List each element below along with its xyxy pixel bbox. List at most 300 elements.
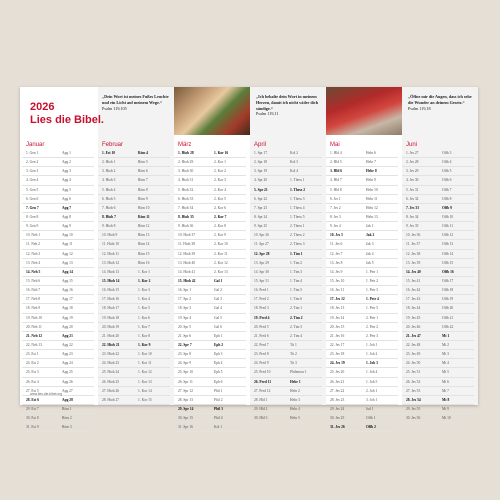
reading-ot: 21. Spr 6 <box>178 333 192 338</box>
reading-row <box>98 286 170 295</box>
reading-ot: 12. Hiob 39 <box>178 251 196 256</box>
reading-nt: Hebr 1 <box>290 379 301 384</box>
reading-ot: 19. Pred 4 <box>254 315 270 320</box>
reading-nt: 1. Petr 3 <box>366 288 379 293</box>
reading-row <box>22 323 94 332</box>
reading-nt: Apg 6 <box>62 196 71 201</box>
reading-nt: Hebr 13 <box>366 214 378 219</box>
month-name: Februar <box>102 142 124 148</box>
reading-nt: Röm 10 <box>138 205 150 210</box>
reading-ot: 4. Hld 7 <box>330 178 342 183</box>
reading-ot: 5. Hiob 32 <box>178 187 194 192</box>
reading-nt: Eph 5 <box>214 370 223 375</box>
reading-row <box>174 195 246 204</box>
reading-ot: 30. Est 8 <box>26 416 39 421</box>
reading-ot: 21. Jes 16 <box>330 333 345 338</box>
reading-nt: Tit 2 <box>290 352 297 357</box>
reading-ot: 19. Hiob 18 <box>102 315 120 320</box>
reading-row <box>402 323 474 332</box>
reading-nt: Kol 1 <box>214 425 223 430</box>
reading-row <box>326 268 398 277</box>
reading-row <box>402 414 474 423</box>
reading-nt: Hebr 10 <box>366 187 378 192</box>
reading-row <box>174 423 246 432</box>
reading-nt: Eph 2 <box>214 342 224 347</box>
reading-row <box>98 186 170 195</box>
reading-row <box>326 378 398 387</box>
reading-ot: 7. Hiob 34 <box>178 205 194 210</box>
reading-nt: Röm 9 <box>138 196 148 201</box>
reading-row <box>174 368 246 377</box>
reading-nt: Apg 2 <box>62 160 71 165</box>
reading-ot: 19. Jes 45 <box>406 315 421 320</box>
reading-nt: 2. Kor 1 <box>214 160 226 165</box>
reading-row <box>250 350 322 359</box>
reading-nt: Eph 1 <box>214 333 223 338</box>
reading-ot: 8. Spr 24 <box>254 214 268 219</box>
reading-row <box>174 295 246 304</box>
reading-row <box>22 414 94 423</box>
reading-row <box>326 323 398 332</box>
reading-row <box>250 176 322 185</box>
reading-row <box>250 240 322 249</box>
reading-nt: 1. Thess 5 <box>290 214 305 219</box>
reading-nt: 2. Kor 8 <box>214 224 226 229</box>
reading-row <box>174 341 246 350</box>
reading-ot: 24. Hiob 23 <box>102 361 120 366</box>
reading-row <box>98 277 170 286</box>
reading-nt: Tit 1 <box>290 342 297 347</box>
reading-ot: 15. Jes 10 <box>330 278 345 283</box>
reading-row <box>402 167 474 176</box>
reading-ot: 28. Spr 13 <box>178 397 193 402</box>
reading-ot: 27. Jes 53 <box>406 388 421 393</box>
reading-nt: Offb 11 <box>442 224 454 229</box>
reading-row <box>174 286 246 295</box>
reading-nt: Mt 1 <box>442 333 450 338</box>
reading-ot: 13. Hiob 40 <box>178 260 196 265</box>
reading-row <box>174 158 246 167</box>
reading-ot: 6. Spr 22 <box>254 196 268 201</box>
reading-ot: 22. Neh 13 <box>26 342 42 347</box>
reading-nt: Gal 5 <box>214 315 222 320</box>
reading-row <box>250 186 322 195</box>
quote-ref: Psalm 119,18 <box>408 105 431 111</box>
reading-row <box>98 323 170 332</box>
reading-ot: 23. Spr 8 <box>178 352 192 357</box>
reading-ot: 13. Spr 29 <box>254 260 269 265</box>
reading-row <box>326 304 398 313</box>
reading-row <box>98 259 170 268</box>
reading-row <box>326 167 398 176</box>
reading-row <box>402 396 474 405</box>
calendar-title <box>30 101 104 127</box>
reading-nt: Apg 19 <box>62 315 73 320</box>
reading-nt: 1. Kor 7 <box>138 324 150 329</box>
reading-ot: 31. Spr 16 <box>178 425 193 430</box>
reading-row <box>402 259 474 268</box>
reading-ot: 1. Hiob 28 <box>178 151 194 155</box>
reading-nt: Gal 2 <box>214 288 222 293</box>
reading-row <box>174 222 246 231</box>
reading-ot: 28. Hiob 27 <box>102 397 120 402</box>
reading-ot: 11. Jes 6 <box>330 242 343 247</box>
reading-ot: 25. Pred 10 <box>254 370 271 375</box>
reading-nt: Eph 4 <box>214 361 223 366</box>
reading-ot: 19. Spr 4 <box>178 315 192 320</box>
reading-row <box>250 387 322 396</box>
reading-ot: 17. Jes 12 <box>330 297 345 302</box>
reading-ot: 30. Jes 25 <box>330 416 345 421</box>
reading-ot: 29. Hld 2 <box>254 406 268 411</box>
reading-row <box>402 350 474 359</box>
reading-row <box>402 277 474 286</box>
reading-row <box>402 222 474 231</box>
reading-row <box>250 359 322 368</box>
month-name: März <box>178 142 192 148</box>
reading-row <box>250 396 322 405</box>
quote-text: „Ich behalte dein Wort in meinem Herzen, damit ich nicht wider dich sündige.“ <box>256 94 319 111</box>
reading-row <box>402 405 474 414</box>
reading-row <box>326 213 398 222</box>
reading-nt: Apg 20 <box>62 324 73 329</box>
reading-row <box>402 158 474 167</box>
reading-nt: Offb 8 <box>442 196 452 201</box>
reading-ot: 4. Jes 30 <box>406 178 419 183</box>
reading-row <box>98 250 170 259</box>
reading-row <box>326 387 398 396</box>
month-column <box>22 141 94 432</box>
reading-row <box>326 259 398 268</box>
reading-nt: Offb 13 <box>442 242 454 247</box>
reading-nt: Offb 6 <box>442 178 452 183</box>
reading-nt: 2. Petr 1 <box>366 315 379 320</box>
reading-nt: Röm 15 <box>138 251 150 256</box>
reading-nt: Mt 5 <box>442 370 449 375</box>
reading-row <box>22 286 94 295</box>
reading-row <box>250 268 322 277</box>
reading-nt: Apg 28 <box>62 397 73 402</box>
reading-nt: Mt 9 <box>442 406 449 411</box>
reading-ot: 2. Gen 2 <box>26 160 39 165</box>
reading-ot: 18. Hiob 17 <box>102 306 120 311</box>
reading-ot: 26. Pred 11 <box>254 379 272 384</box>
reading-ot: 3. Hld 6 <box>330 169 343 174</box>
reading-ot: 8. Jes 3 <box>330 214 341 219</box>
reading-ot: 11. Spr 27 <box>254 242 269 247</box>
quote-1 <box>102 94 170 111</box>
reading-row <box>402 341 474 350</box>
reading-ot: 18. Spr 3 <box>178 306 192 311</box>
month-column <box>174 141 246 432</box>
reading-nt: 1. Tim 1 <box>290 251 303 256</box>
reading-ot: 24. Jes 50 <box>406 361 421 366</box>
reading-row <box>98 341 170 350</box>
reading-nt: 2. Kor 3 <box>214 178 226 183</box>
reading-ot: 1. Hld 4 <box>330 151 342 155</box>
reading-nt: Hebr 7 <box>366 160 376 165</box>
reading-ot: 11. Hiob 38 <box>178 242 195 247</box>
reading-ot: 25. Spr 10 <box>178 370 193 375</box>
reading-row <box>250 195 322 204</box>
reading-row <box>250 314 322 323</box>
reading-nt: 2. Thess 2 <box>290 233 305 238</box>
reading-ot: 23. Hiob 22 <box>102 352 120 357</box>
reading-row <box>98 295 170 304</box>
reading-row <box>22 149 94 158</box>
reading-nt: 1. Tim 3 <box>290 269 303 274</box>
reading-ot: 6. Hiob 5 <box>102 196 116 201</box>
reading-ot: 7. Hiob 6 <box>102 205 116 210</box>
reading-ot: 30. Spr 15 <box>178 416 193 421</box>
reading-row <box>250 250 322 259</box>
reading-nt: Jak 1 <box>366 224 374 229</box>
reading-row <box>22 186 94 195</box>
reading-row <box>174 359 246 368</box>
reading-nt: 1. Kor 6 <box>138 315 150 320</box>
reading-nt: Kol 3 <box>290 160 299 165</box>
reading-row <box>174 378 246 387</box>
quote-3 <box>408 94 474 111</box>
reading-ot: 2. Spr 18 <box>254 160 268 165</box>
reading-nt: 1. Petr 1 <box>366 269 379 274</box>
reading-nt: Hebr 4 <box>290 406 300 411</box>
reading-nt: Apg 4 <box>62 178 71 183</box>
reading-nt: 2. Kor 4 <box>214 187 226 192</box>
reading-row <box>326 149 398 158</box>
reading-ot: 22. Jes 17 <box>330 342 345 347</box>
reading-row <box>326 195 398 204</box>
reading-nt: Apg 11 <box>62 242 73 247</box>
reading-row <box>98 378 170 387</box>
footer-url[interactable]: www.lies-die-bibel.org <box>30 392 63 396</box>
month-column <box>98 141 170 405</box>
reading-nt: Jak 4 <box>366 251 374 256</box>
reading-row <box>402 240 474 249</box>
reading-nt: 1. Thess 3 <box>290 196 305 201</box>
reading-row <box>250 414 322 423</box>
reading-nt: Apg 23 <box>62 352 73 357</box>
reading-ot: 27. Est 5 <box>26 388 39 393</box>
reading-row <box>174 149 246 158</box>
reading-ot: 17. Neh 8 <box>26 297 41 302</box>
reading-row <box>98 195 170 204</box>
reading-nt: Röm 2 <box>62 416 72 421</box>
reading-nt: 2. Kor 11 <box>214 251 228 256</box>
reading-ot: 15. Hiob 42 <box>178 278 196 283</box>
reading-row <box>174 204 246 213</box>
reading-nt: 1. Kor 9 <box>138 342 151 347</box>
reading-ot: 12. Jes 38 <box>406 251 421 256</box>
reading-nt: 2. Kor 2 <box>214 169 226 174</box>
reading-nt: Röm 14 <box>138 242 150 247</box>
reading-ot: 10. Neh 1 <box>26 233 41 238</box>
reading-row <box>174 396 246 405</box>
reading-row <box>174 167 246 176</box>
reading-nt: Hebr 3 <box>290 397 300 402</box>
reading-ot: 27. Spr 12 <box>178 388 193 393</box>
reading-row <box>22 250 94 259</box>
reading-nt: 1. Kor 16 <box>214 151 229 155</box>
reading-ot: 29. Spr 14 <box>178 406 194 411</box>
reading-row <box>174 332 246 341</box>
reading-ot: 5. Jes 31 <box>406 187 419 192</box>
reading-row <box>250 332 322 341</box>
reading-ot: 14. Jes 9 <box>330 269 343 274</box>
reading-row <box>174 240 246 249</box>
reading-row <box>98 387 170 396</box>
reading-nt: Kol 2 <box>290 151 299 155</box>
reading-nt: Tit 3 <box>290 361 297 366</box>
reading-row <box>22 423 94 432</box>
reading-ot: 13. Hiob 12 <box>102 260 120 265</box>
reading-ot: 24. Jes 19 <box>330 361 345 366</box>
reading-nt: Eph 6 <box>214 379 223 384</box>
reading-ot: 10. Hiob 37 <box>178 233 196 238</box>
month-name: Juni <box>406 142 418 148</box>
reading-row <box>98 268 170 277</box>
reading-nt: Mt 8 <box>442 397 450 402</box>
reading-ot: 9. Jes 4 <box>330 224 341 229</box>
reading-row <box>174 268 246 277</box>
reading-nt: Apg 18 <box>62 306 73 311</box>
reading-row <box>98 332 170 341</box>
reading-row <box>326 314 398 323</box>
reading-ot: 10. Jes 5 <box>330 233 343 238</box>
reading-row <box>22 195 94 204</box>
reading-row <box>98 350 170 359</box>
reading-row <box>22 204 94 213</box>
reading-row <box>250 149 322 158</box>
reading-nt: Offb 5 <box>442 169 452 174</box>
reading-row <box>326 368 398 377</box>
reading-nt: 2. Thess 1 <box>290 224 305 229</box>
reading-ot: 3. Hiob 30 <box>178 169 194 174</box>
reading-row <box>402 304 474 313</box>
reading-ot: 24. Pred 9 <box>254 361 269 366</box>
reading-row <box>22 332 94 341</box>
reading-ot: 23. Pred 8 <box>254 352 269 357</box>
reading-ot: 23. Est 1 <box>26 352 39 357</box>
reading-ot: 31. Jes 26 <box>330 425 345 430</box>
reading-ot: 16. Pred 1 <box>254 288 269 293</box>
reading-row <box>22 167 94 176</box>
reading-nt: Eph 3 <box>214 352 223 357</box>
reading-ot: 12. Hiob 11 <box>102 251 119 256</box>
reading-ot: 12. Spr 28 <box>254 251 270 256</box>
reading-row <box>250 204 322 213</box>
reading-nt: Gal 6 <box>214 324 222 329</box>
reading-row <box>98 368 170 377</box>
reading-nt: Offb 4 <box>442 160 452 165</box>
reading-nt: 1. Thess 1 <box>290 178 305 183</box>
title-slogan: Lies die Bibel. <box>30 114 104 126</box>
reading-ot: 14. Spr 30 <box>254 269 269 274</box>
reading-nt: 1. Thess 4 <box>290 205 305 210</box>
reading-nt: Apg 10 <box>62 233 73 238</box>
reading-row <box>98 396 170 405</box>
reading-ot: 26. Hiob 25 <box>102 379 120 384</box>
reading-ot: 1. Est 10 <box>102 151 116 155</box>
reading-row <box>22 378 94 387</box>
reading-ot: 1. Jes 27 <box>406 151 419 155</box>
reading-ot: 26. Jes 52 <box>406 379 421 384</box>
reading-ot: 25. Jes 51 <box>406 370 421 375</box>
reading-row <box>250 222 322 231</box>
reading-nt: 1. Kor 1 <box>138 269 150 274</box>
reading-ot: 24. Est 2 <box>26 361 39 366</box>
reading-nt: 1. Tim 2 <box>290 260 303 265</box>
reading-nt: 2. Thess 3 <box>290 242 305 247</box>
reading-ot: 11. Neh 2 <box>26 242 40 247</box>
reading-row <box>326 423 398 432</box>
reading-nt: Röm 11 <box>138 214 150 219</box>
reading-nt: Jak 3 <box>366 242 374 247</box>
reading-row <box>22 350 94 359</box>
reading-ot: 14. Hiob 13 <box>102 269 120 274</box>
reading-nt: 2. Petr 3 <box>366 333 379 338</box>
reading-ot: 15. Spr 31 <box>254 278 269 283</box>
reading-row <box>98 314 170 323</box>
reading-row <box>326 295 398 304</box>
reading-nt: Röm 7 <box>138 178 148 183</box>
reading-nt: Apg 7 <box>62 205 72 210</box>
reading-ot: 2. Hld 5 <box>330 160 342 165</box>
reading-ot: 23. Jes 49 <box>406 352 421 357</box>
reading-ot: 18. Jes 13 <box>330 306 345 311</box>
reading-ot: 5. Hld 8 <box>330 187 342 192</box>
reading-nt: Apg 27 <box>62 388 73 393</box>
reading-nt: Röm 13 <box>138 233 150 238</box>
reading-row <box>98 222 170 231</box>
reading-nt: 1. Joh 3 <box>366 361 378 366</box>
reading-ot: 3. Gen 3 <box>26 169 39 174</box>
reading-ot: 2. Hiob 1 <box>102 160 116 165</box>
reading-nt: Phil 2 <box>214 397 223 402</box>
month-name: Januar <box>26 142 45 148</box>
reading-ot: 12. Neh 3 <box>26 251 41 256</box>
reading-nt: 2. Petr 2 <box>366 324 379 329</box>
reading-row <box>22 222 94 231</box>
reading-nt: 1. Joh 2 <box>366 352 378 357</box>
reading-row <box>326 359 398 368</box>
reading-ot: 29. Est 7 <box>26 406 39 411</box>
reading-row <box>250 286 322 295</box>
reading-row <box>22 277 94 286</box>
reading-nt: 2. Kor 12 <box>214 260 228 265</box>
reading-nt: 1. Kor 11 <box>138 361 152 366</box>
reading-ot: 29. Jes 24 <box>330 406 345 411</box>
reading-nt: 1. Petr 5 <box>366 306 379 311</box>
reading-nt: 1. Kor 10 <box>138 352 152 357</box>
reading-nt: 2. Tim 2 <box>290 315 303 320</box>
reading-nt: 1. Kor 3 <box>138 288 150 293</box>
reading-ot: 11. Hiob 10 <box>102 242 119 247</box>
reading-row <box>402 295 474 304</box>
reading-nt: Röm 5 <box>138 160 148 165</box>
reading-ot: 6. Hiob 33 <box>178 196 194 201</box>
reading-ot: 24. Spr 9 <box>178 361 192 366</box>
reading-ot: 14. Jes 40 <box>406 269 421 274</box>
reading-nt: Offb 16 <box>442 269 454 274</box>
reading-ot: 13. Neh 4 <box>26 260 41 265</box>
reading-nt: Hebr 2 <box>290 388 300 393</box>
reading-row <box>250 368 322 377</box>
reading-ot: 7. Gen 7 <box>26 205 39 210</box>
reading-row <box>98 240 170 249</box>
reading-ot: 15. Neh 6 <box>26 278 41 283</box>
reading-ot: 9. Hiob 36 <box>178 224 194 229</box>
